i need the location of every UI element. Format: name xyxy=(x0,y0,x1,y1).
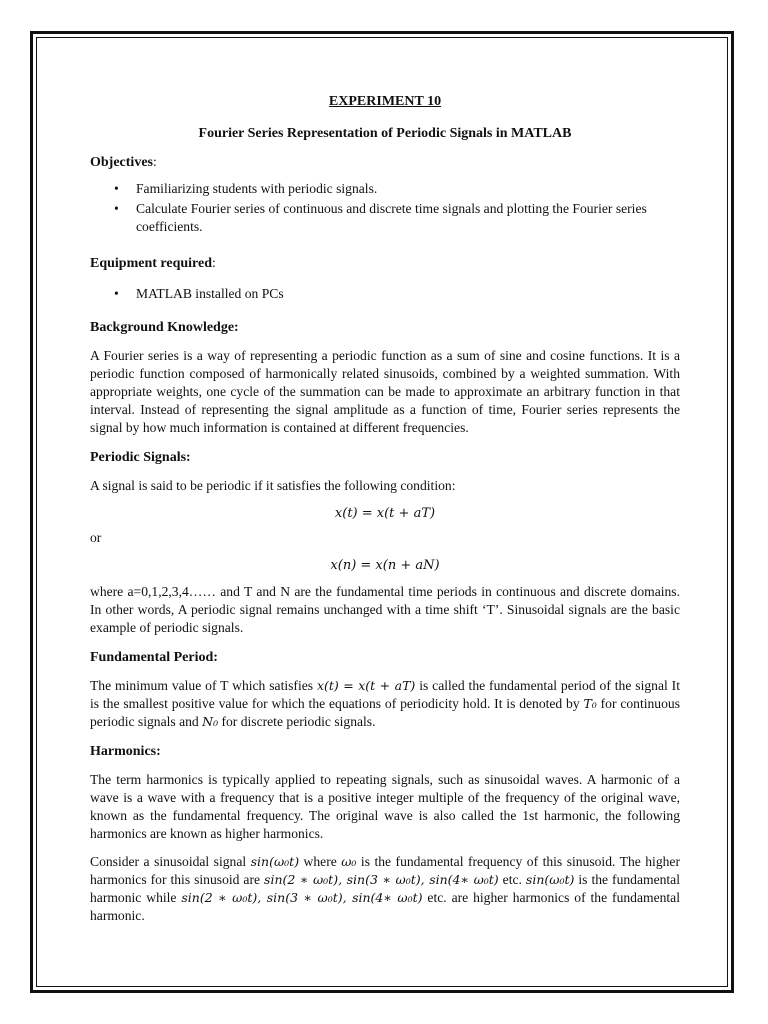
equipment-item: • MATLAB installed on PCs xyxy=(90,285,680,303)
fundamental-math-1: x(t) = x(t + aT) xyxy=(316,678,416,693)
harmonics-math-5: sin(2 ∗ ω₀t), sin(3 ∗ ω₀t), sin(4∗ ω₀t) xyxy=(181,890,423,905)
objectives-colon: : xyxy=(152,154,157,169)
harmonics-text-5: is the fundamental harmonic while xyxy=(90,872,680,905)
fundamental-heading: Fundamental Period: xyxy=(90,650,218,665)
document-body xyxy=(90,93,680,925)
harmonics-text-6: etc. are higher harmonics of the fundamental harmonic. xyxy=(90,890,680,923)
equipment-heading: Equipment required xyxy=(90,256,213,271)
equipment-list xyxy=(90,285,680,303)
periodic-equation-continuous: x(t) = x(t + aT) xyxy=(334,506,436,521)
harmonics-heading: Harmonics: xyxy=(90,744,161,759)
harmonics-text-1: Consider a sinusoidal signal xyxy=(90,854,251,869)
periodic-intro: A signal is said to be periodic if it satisfies the following condition: xyxy=(90,478,456,493)
fundamental-text-2: is called the fundamental period of the signal It is the smallest positive value for which the equations of periodicity hold. It is denoted by xyxy=(90,678,680,711)
harmonics-math-3: sin(2 ∗ ω₀t), sin(3 ∗ ω₀t), sin(4∗ ω₀t) xyxy=(264,872,499,887)
objective-item: • Calculate Fourier series of continuous and discrete time signals and plotting the Fourier series coefficients. xyxy=(90,200,680,236)
fundamental-text-3: for continuous periodic signals and xyxy=(90,696,680,729)
harmonics-text-2: where xyxy=(299,854,342,869)
fundamental-text-1: The minimum value of T which satisfies xyxy=(90,678,317,693)
harmonics-paragraph-1: The term harmonics is typically applied to repeating signals, such as sinusoidal waves. A harmonic of a wave is a wave with a frequency that is a positive integer multiple of the frequency of the original wave, known as the fundamental frequency. The original wave is also called the 1st harmonic, the following harmonics are known as higher harmonics. xyxy=(90,772,680,841)
harmonics-text-3: is the fundamental frequency of this sinusoid. The higher harmonics for this sinusoid are xyxy=(90,854,680,887)
equipment-section xyxy=(90,254,680,303)
fundamental-math-2: T₀ xyxy=(583,696,597,711)
harmonics-math-4: sin(ω₀t) xyxy=(525,872,575,887)
objective-item: • Familiarizing students with periodic signals. xyxy=(90,180,680,198)
periodic-heading: Periodic Signals: xyxy=(90,450,191,465)
periodic-equation-discrete: x(n) = x(n + aN) xyxy=(330,558,440,573)
harmonics-paragraph-2 xyxy=(90,853,680,925)
fundamental-paragraph xyxy=(90,677,680,731)
experiment-title: EXPERIMENT 10 xyxy=(328,94,442,109)
harmonics-math-2: ω₀ xyxy=(341,854,357,869)
objectives-heading: Objectives xyxy=(90,155,153,170)
periodic-paragraph: where a=0,1,2,3,4…… and T and N are the fundamental time periods in continuous and discrete domains. In other words, A periodic signal remains unchanged with a time shift ‘T’. Sinusoidal signals are the basic example of periodic signals. xyxy=(90,584,680,635)
equipment-colon: : xyxy=(212,255,216,270)
harmonics-text-4: etc. xyxy=(498,872,526,887)
fundamental-text-4: for discrete periodic signals. xyxy=(218,714,376,729)
objectives-section xyxy=(90,153,680,236)
experiment-subtitle: Fourier Series Representation of Periodic Signals in MATLAB xyxy=(198,126,572,141)
objectives-list xyxy=(90,180,680,236)
fundamental-math-3: N₀ xyxy=(202,714,219,729)
background-paragraph: A Fourier series is a way of representing a periodic function as a sum of sine and cosine functions. It is a periodic function composed of harmonically related sinusoids, combined by a weighted summation. With appropriate weights, one cycle of the summation can be made to approximate an arbitrary function in that interval. Instead of representing the signal amplitude as a function of time, Fourier series represents the signal by how much information is contained at different frequencies. xyxy=(90,348,680,435)
harmonics-math-1: sin(ω₀t) xyxy=(250,854,300,869)
equation-or: or xyxy=(90,530,102,545)
background-heading: Background Knowledge: xyxy=(90,320,239,335)
